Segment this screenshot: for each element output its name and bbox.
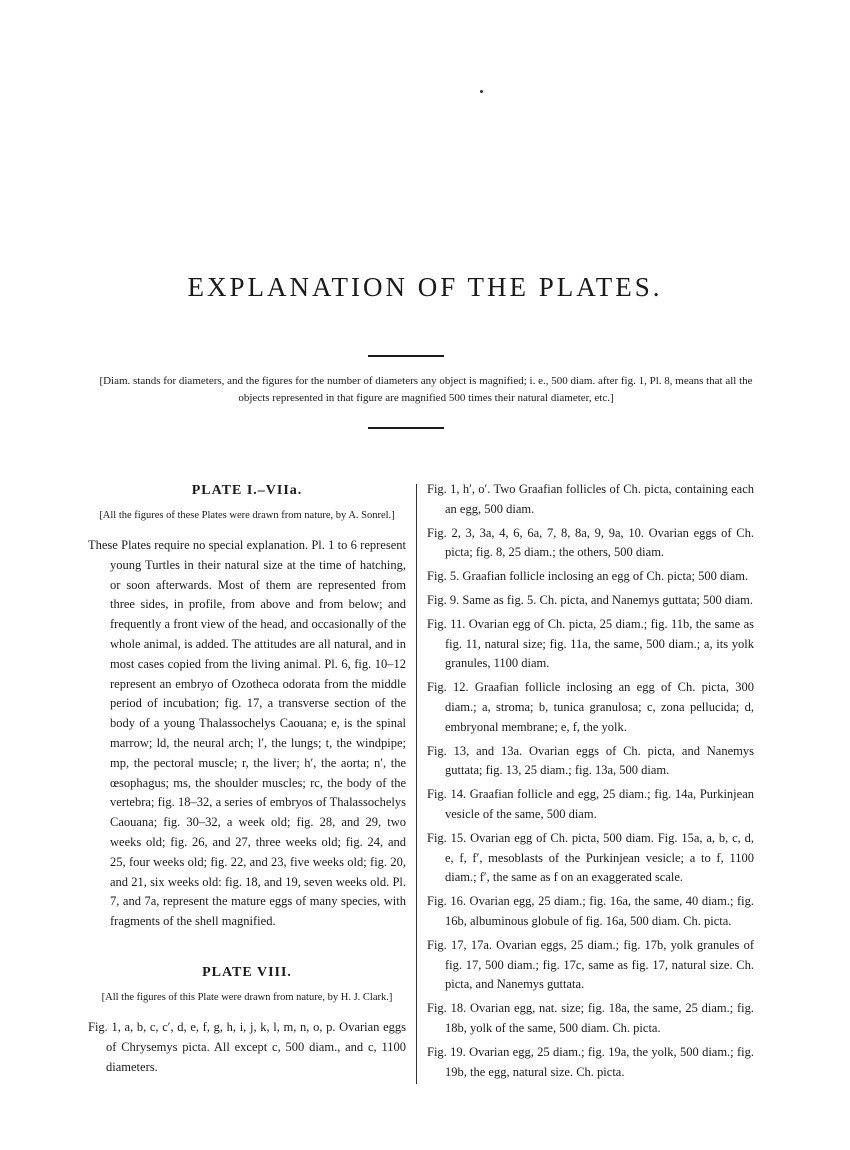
plate-credit: [All the figures of these Plates were drawn from nature, by A. Sonrel.]	[99, 510, 395, 521]
title-divider	[368, 355, 444, 357]
column-divider	[416, 484, 417, 1084]
figure-entry: Fig. 9. Same as fig. 5. Ch. picta, and Nanemys guttata; 500 diam.	[427, 592, 753, 607]
figure-entry: Fig. 2, 3, 3a, 4, 6, 6a, 7, 8, 8a, 9, 9a, 10. Ovarian eggs of Ch. picta; fig. 8, 25 diam.; the others, 500 diam.	[427, 525, 754, 560]
right-column	[427, 480, 754, 1086]
figure-entry: Fig. 17, 17a. Ovarian eggs, 25 diam.; fig. 17b, yolk granules of fig. 17, 500 diam.; fig. 17c, same as fig. 17, natural size. Ch. picta, and Nanemys guttata.	[427, 937, 754, 992]
figure-entry: Fig. 16. Ovarian egg, 25 diam.; fig. 16a, the same, 40 diam.; fig. 16b, albuminous globule of fig. 16a, 500 diam. Ch. picta.	[427, 894, 754, 928]
page-speck	[480, 90, 483, 93]
left-column	[88, 480, 406, 1081]
figure-entry: Fig. 1, h′, o′. Two Graafian follicles of Ch. picta, containing each an egg, 500 diam.	[427, 482, 754, 516]
abbreviation-note: [Diam. stands for diameters, and the figures for the number of diameters any object is magnified; i. e., 500 diam. after fig. 1, Pl. 8, means that all the objects represented in that figure are magnified 500 times their natural diameter, etc.]	[99, 375, 753, 404]
figure-entry: Fig. 19. Ovarian egg, 25 diam.; fig. 19a, the yolk, 500 diam.; fig. 19b, the egg, natural size. Ch. picta.	[427, 1044, 754, 1079]
plate-description: These Plates require no special explanation. Pl. 1 to 6 represent young Turtles in their natural size at the time of hatching, or soon afterwards. Most of them are represented from three sides, in profile, from above and from below; and frequently a front view of the head, and occasionally of the whole animal, is added. The attitudes are all natural, and in most cases copied from the living animal. Pl. 6, fig. 10–12 represent an embryo of Ozotheca odorata from the middle period of incubation; fig. 17, a transverse section of the body of a young Thalassochelys Caouana; e, is the spinal marrow; ld, the neural arch; l′, the lungs; t, the windpipe; mp, the pectoral muscle; r, the liver; h′, the aorta; n′, the œsophagus; ms, the shoulder muscles; rc, the body of the vertebra; fig. 18–32, a series of embryos of Thalassochelys Caouana; fig. 30–32, a week old; fig. 28, and 29, two weeks old; fig. 26, and 27, three weeks old; fig. 24, and 25, four weeks old; fig. 22, and 23, five weeks old; fig. 20, and 21, six weeks old: fig. 18, and 19, seven weeks old. Pl. 7, and 7a, represent the mature eggs of many species, with fragments of the shell magnified.	[88, 538, 406, 929]
page-title: EXPLANATION OF THE PLATES.	[187, 272, 663, 302]
figure-entry: Fig. 18. Ovarian egg, nat. size; fig. 18a, the same, 25 diam.; fig. 18b, yolk of the same, 500 diam. Ch. picta.	[427, 1001, 754, 1035]
note-divider	[368, 427, 444, 429]
figure-entry: Fig. 5. Graafian follicle inclosing an egg of Ch. picta; 500 diam.	[427, 569, 749, 584]
figure-entry: Fig. 15. Ovarian egg of Ch. picta, 500 diam. Fig. 15a, a, b, c, d, e, f, f′, mesoblasts of the Purkinjean vesicle; a to f, 1100 diam.; f′, the same as f on an exaggerated scale.	[427, 830, 754, 885]
figure-entry: Fig. 11. Ovarian egg of Ch. picta, 25 diam.; fig. 11b, the same as fig. 11, natural size; fig. 11a, the same, 500 diam.; a, its yolk granules, 1100 diam.	[427, 616, 754, 671]
figure-entry: Fig. 13, and 13a. Ovarian eggs of Ch. picta, and Nanemys guttata; fig. 13, 25 diam.; fig. 13a, 500 diam.	[427, 743, 754, 778]
figure-entry: Fig. 1, a, b, c, c′, d, e, f, g, h, i, j, k, l, m, n, o, p. Ovarian eggs of Chrysemys picta. All except c, 500 diam., and c, 1100 diameters.	[88, 1019, 406, 1074]
figure-entry: Fig. 12. Graafian follicle inclosing an egg of Ch. picta, 300 diam.; a, stroma; b, tunica granulosa; c, zona pellucida; d, embryonal membrane; e, f, the yolk.	[427, 680, 754, 734]
figure-entry: Fig. 14. Graafian follicle and egg, 25 diam.; fig. 14a, Purkinjean vesicle of the same, 500 diam.	[427, 787, 754, 821]
plate-heading: PLATE VIII.	[202, 964, 292, 980]
plate-heading: PLATE I.–VIIa.	[191, 483, 303, 498]
plate-credit: [All the figures of this Plate were drawn from nature, by H. J. Clark.]	[101, 991, 393, 1003]
